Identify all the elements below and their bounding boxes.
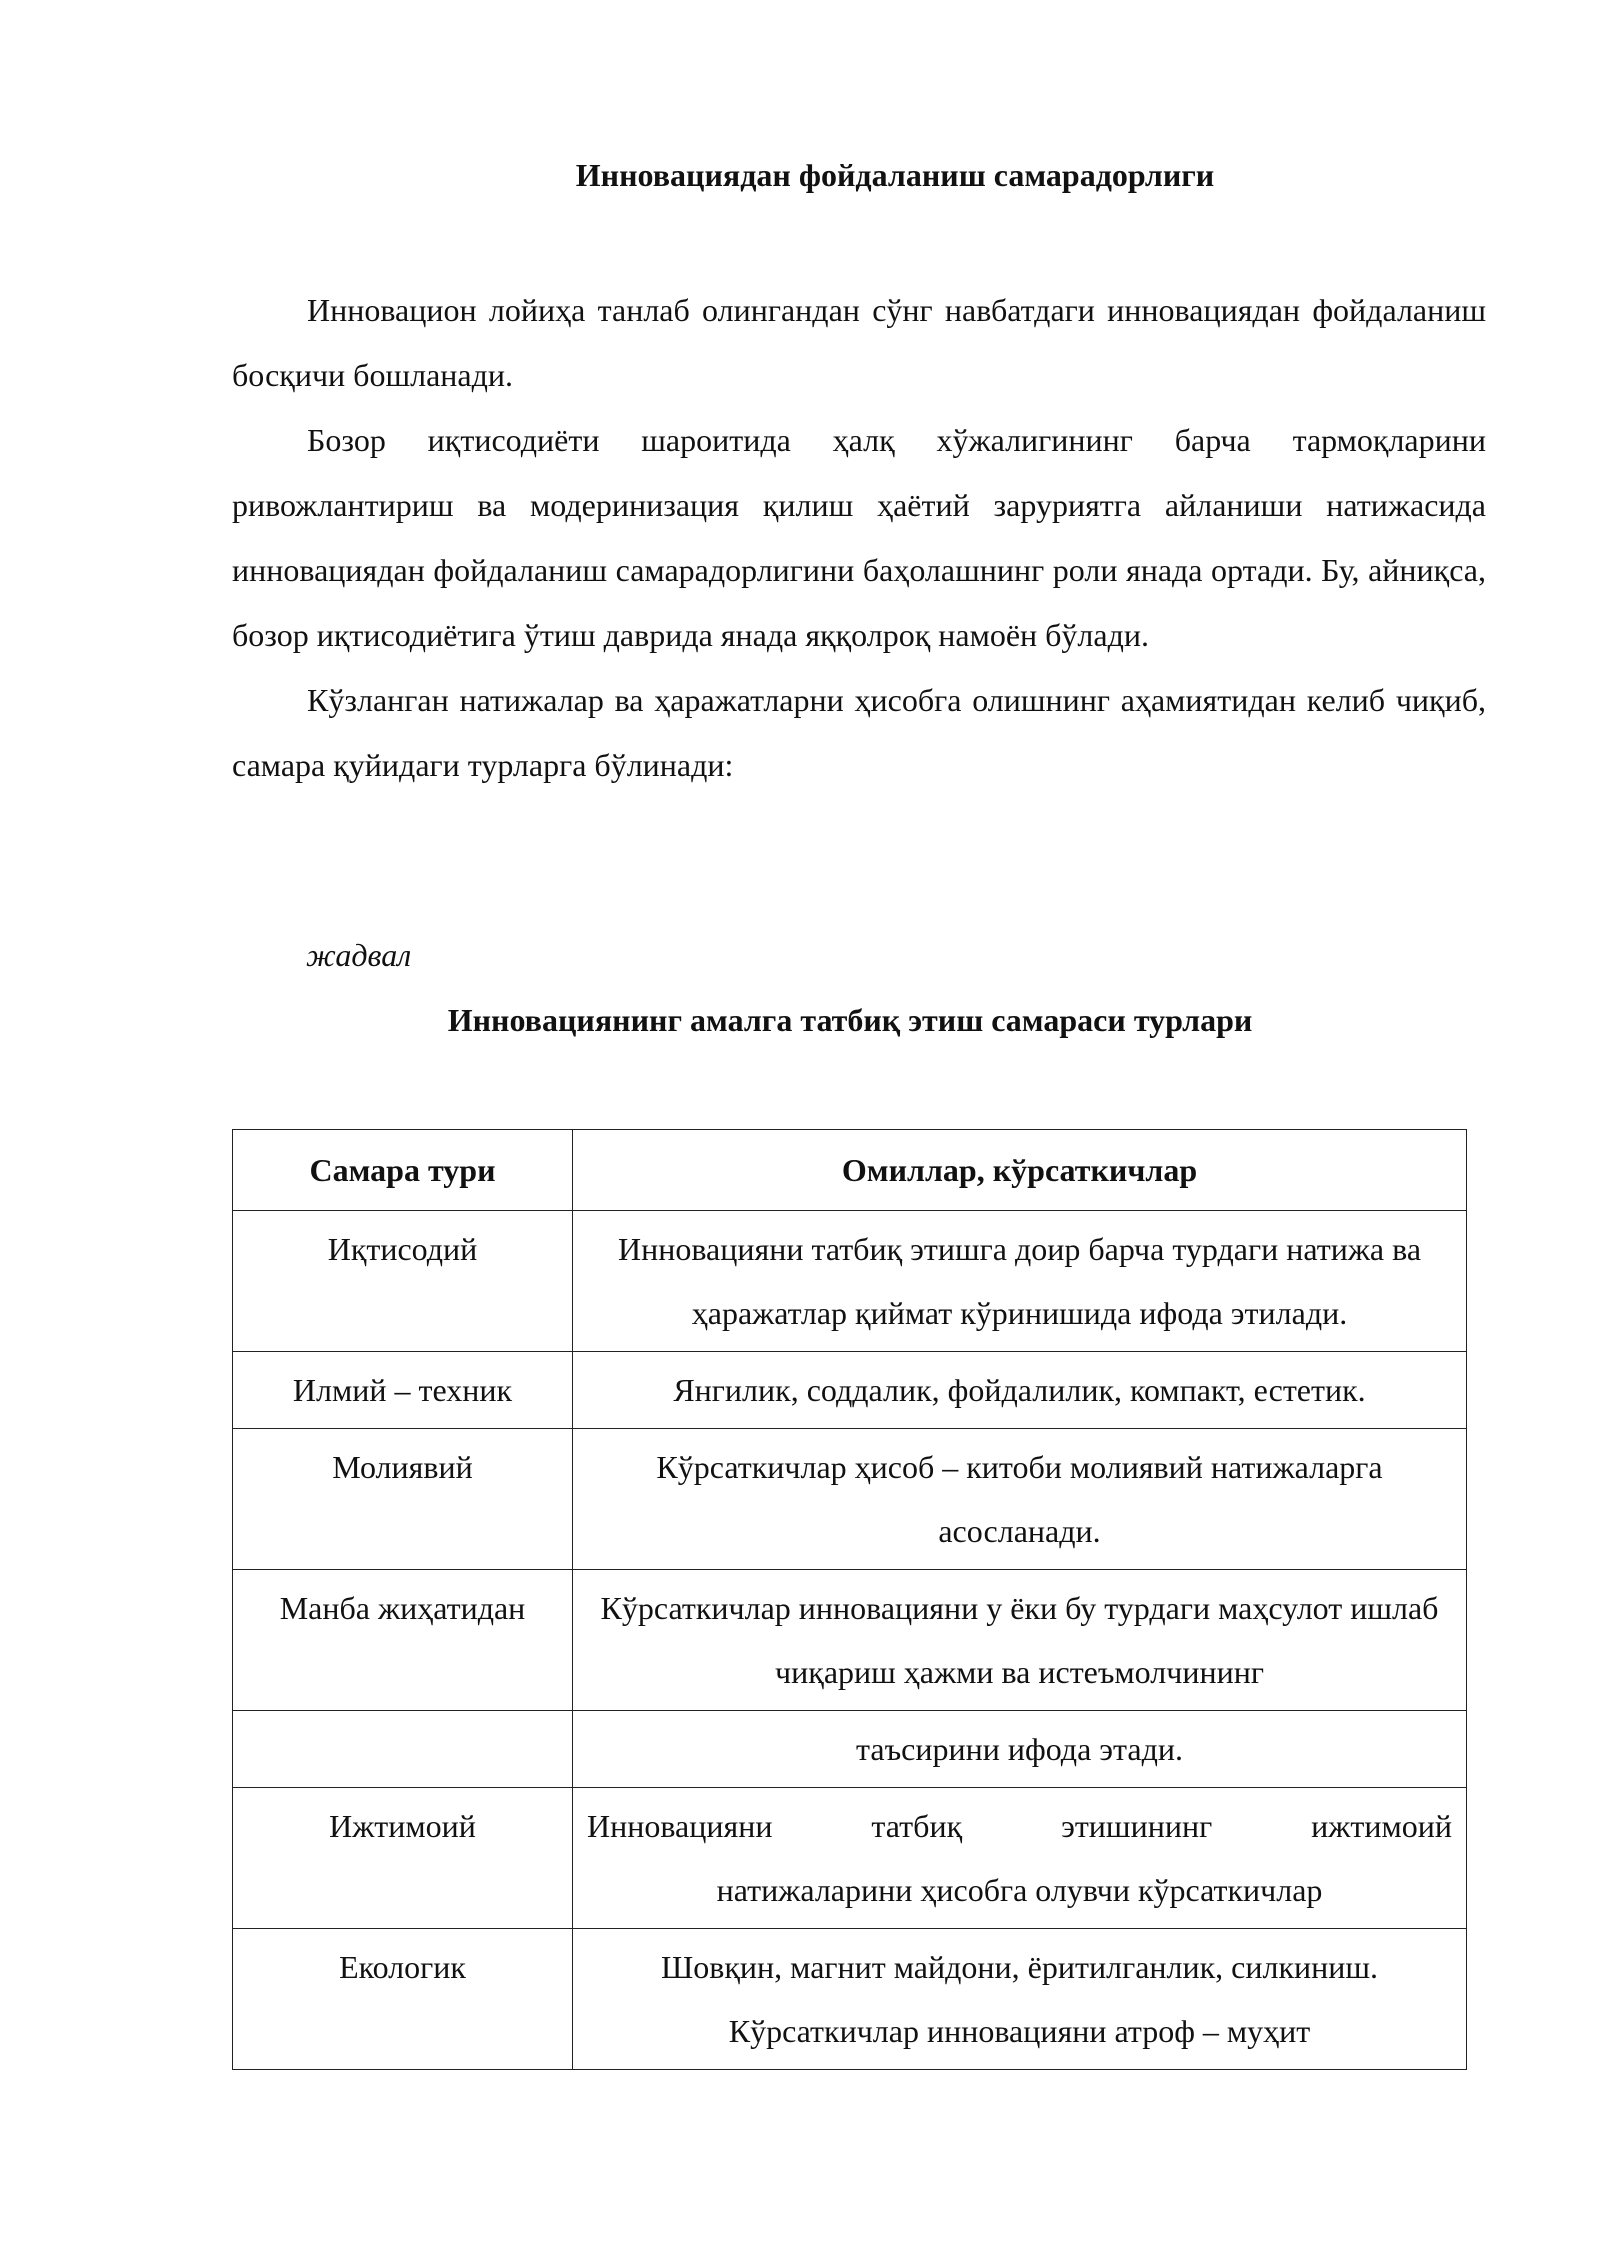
- table-row: [233, 1211, 1467, 1352]
- header-factors-indicators: Омиллар, кўрсаткичлар: [573, 1130, 1467, 1211]
- cell-desc: Шовқин, магнит майдони, ёритилганлик, силкиниш. Кўрсаткичлар инновацияни атроф – муҳит: [573, 1929, 1467, 2070]
- cell-desc: Кўрсаткичлар инновацияни у ёки бу турдаги маҳсулот ишлаб чиқариш ҳажми ва истеъмолчининг: [573, 1570, 1467, 1711]
- paragraph: Кўзланган натижалар ва ҳаражатларни ҳисобга олишнинг аҳамиятидан келиб чиқиб, самара қуйидаги турларга бўлинади:: [232, 682, 1486, 783]
- table-row: [233, 1929, 1467, 2070]
- header-effect-type: Самара тури: [233, 1130, 573, 1211]
- cell-desc: Янгилик, соддалик, фойдалилик, компакт, естетик.: [573, 1352, 1467, 1429]
- table-row: [233, 1352, 1467, 1429]
- table-row: [233, 1711, 1467, 1788]
- cell-desc: Инновацияни татбиқ этишга доир барча турдаги натижа ва ҳаражатлар қиймат кўринишида ифода этилади.: [573, 1211, 1467, 1352]
- cell-type: Манба жиҳатидан: [233, 1570, 573, 1711]
- cell-type: Ижтимоий: [233, 1788, 573, 1929]
- cell-type: Екологик: [233, 1929, 573, 2070]
- cell-type: [233, 1711, 573, 1788]
- table-header-row: [233, 1130, 1467, 1211]
- cell-desc: Кўрсаткичлар ҳисоб – китоби молиявий натижаларга асосланади.: [573, 1429, 1467, 1570]
- paragraph: Инновацион лойиҳа танлаб олингандан сўнг навбатдаги инновациядан фойдаланиш босқичи бошланади.: [232, 292, 1486, 393]
- document-title: Инновациядан фойдаланиш самарадорлиги: [575, 157, 1215, 193]
- effect-types-table: [232, 1129, 1467, 2070]
- table-row: [233, 1788, 1467, 1929]
- cell-desc: [573, 1788, 1467, 1929]
- table-row: [233, 1429, 1467, 1570]
- cell-type: Молиявий: [233, 1429, 573, 1570]
- body-text: [232, 278, 1486, 798]
- table-row: [233, 1570, 1467, 1711]
- table-label: жадвал: [306, 937, 412, 973]
- cell-desc-line: Инновацияни татбиқ этишининг ижтимоий: [587, 1808, 1452, 1844]
- cell-type: Иқтисодий: [233, 1211, 573, 1352]
- table-title: Инновациянинг амалга татбиқ этиш самараси турлари: [447, 1002, 1253, 1038]
- cell-desc-line: натижаларини ҳисобга олувчи кўрсаткичлар: [716, 1872, 1323, 1908]
- cell-desc: таъсирини ифода этади.: [573, 1711, 1467, 1788]
- paragraph: Бозор иқтисодиёти шароитида ҳалқ хўжалигининг барча тармоқларини ривожлантириш ва модеринизация қилиш ҳаётий заруриятга айланиши натижасида инновациядан фойдаланиш самарадорлигини баҳолашнинг роли янада ортади. Бу, айниқса, бозор иқтисодиётига ўтиш даврида янада яққолроқ намоён бўлади.: [232, 422, 1486, 653]
- cell-type: Илмий – техник: [233, 1352, 573, 1429]
